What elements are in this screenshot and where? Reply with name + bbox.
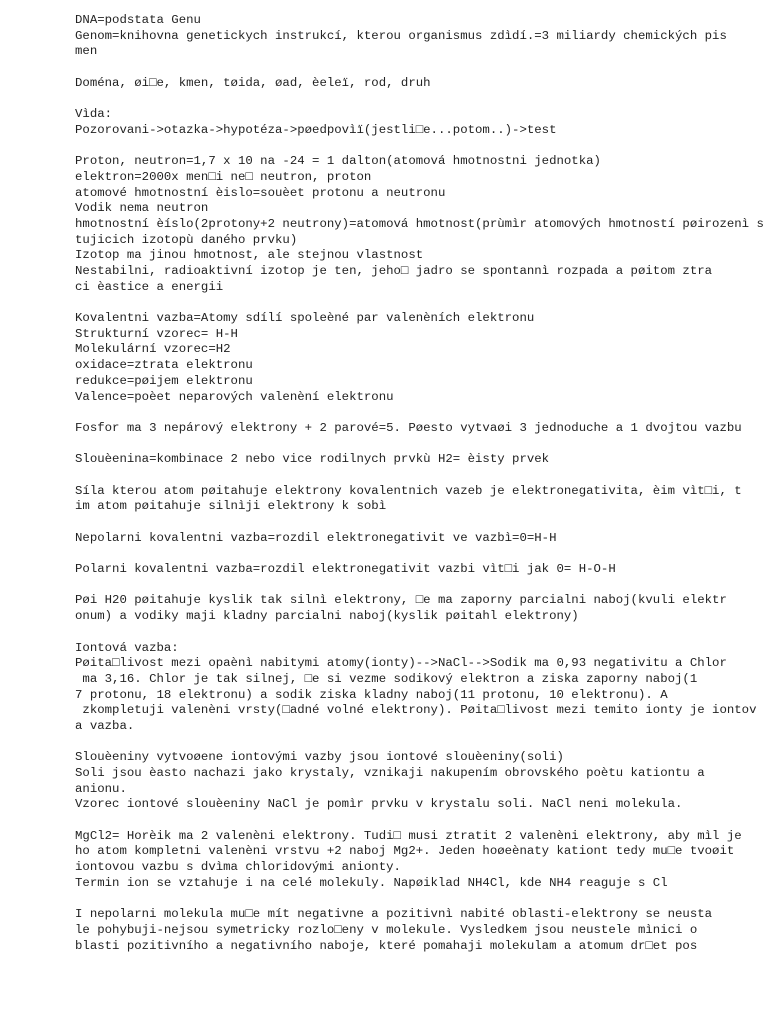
text-line: Soli jsou èasto nachazi jako krystaly, vznikaji nakupením obrovského poètu kationtu a xyxy=(75,766,705,780)
text-line: anionu. xyxy=(75,781,127,796)
text-line: tujicich izotopù daného prvku) xyxy=(75,232,298,247)
text-line: a vazba. xyxy=(75,718,135,733)
text-line xyxy=(75,139,768,155)
text-line xyxy=(75,515,768,531)
text-line: Genom=knihovna genetickych instrukcí, kterou organismus zdìdí.=3 miliardy chemických pis xyxy=(75,28,727,43)
text-line: Strukturní vzorec= H-H xyxy=(75,326,238,341)
text-line: Slouèenina=kombinace 2 nebo vice rodilnych prvkù H2= èisty prvek xyxy=(75,452,550,467)
text-line: zkompletuji valenèni vrsty(□adné volné elektrony). Pøita□livost mezi temito ionty je iontov xyxy=(75,703,757,718)
text-line xyxy=(75,60,768,76)
text-line: Kovalentni vazba=Atomy sdílí spoleèné par valenèních elektronu xyxy=(75,311,535,326)
text-line xyxy=(75,468,768,484)
text-line: Slouèeniny vytvoøene iontovými vazby jsou iontové slouèeniny(soli) xyxy=(75,750,564,765)
text-line xyxy=(75,405,768,421)
text-line xyxy=(75,735,768,751)
text-line: Vodik nema neutron xyxy=(75,201,209,216)
text-line: elektron=2000x men□i ne□ neutron, proton xyxy=(75,169,372,184)
text-line xyxy=(75,91,768,107)
text-line: ci èastice a energii xyxy=(75,279,224,294)
text-line: Nepolarni kovalentni vazba=rozdil elektronegativit ve vazbì=0=H-H xyxy=(75,530,557,545)
document-body xyxy=(75,13,768,954)
text-line: onum) a vodiky maji kladny parcialni naboj(kyslik pøitahl elektrony) xyxy=(75,609,579,624)
text-line xyxy=(75,437,768,453)
text-line: Izotop ma jinou hmotnost, ale stejnou vlastnost xyxy=(75,248,424,263)
text-line: men xyxy=(75,44,98,59)
text-line xyxy=(75,578,768,594)
text-line: Vzorec iontové slouèeniny NaCl je pomìr prvku v krystalu soli. NaCl neni molekula. xyxy=(75,797,683,812)
text-line: Polarni kovalentni vazba=rozdil elektronegativit vazbi vìt□i jak 0= H-O-H xyxy=(75,562,616,577)
text-line: le pohybuji-nejsou symetricky rozlo□eny v molekule. Vysledkem jsou neustele mìnici o xyxy=(75,922,698,937)
text-line: 7 protonu, 18 elektronu) a sodik ziska kladny naboj(11 protonu, 10 elektronu). A xyxy=(75,687,668,702)
text-line: Pøita□livost mezi opaènì nabitymi atomy(ionty)-->NaCl-->Sodik ma 0,93 negativitu a Chlor xyxy=(75,656,727,671)
text-line: Fosfor ma 3 nepárový elektrony + 2 parové=5. Pøesto vytvaøi 3 jednoduche a 1 dvojtou vazbu xyxy=(75,420,742,435)
text-line: Pozorovani->otazka->hypotéza->pøedpovìï(jestli□e...potom..)->test xyxy=(75,122,557,137)
text-line: Vìda: xyxy=(75,107,113,122)
text-line: hmotnostní èíslo(2protony+2 neutrony)=atomová hmotnost(prùmìr atomových hmotností pøirozenì s xyxy=(75,216,764,231)
text-line: ma 3,16. Chlor je tak silnej, □e si vezme sodikový elektron a ziska zaporny naboj(1 xyxy=(75,671,698,686)
text-line xyxy=(75,813,768,829)
text-line xyxy=(75,295,768,311)
text-line: blasti pozitivního a negativního naboje, které pomahaji molekulam a atomum dr□et pos xyxy=(75,938,698,953)
text-line: Doména, øi□e, kmen, tøida, øad, èeleï, rod, druh xyxy=(75,75,431,90)
text-line: Molekulární vzorec=H2 xyxy=(75,342,231,357)
text-line: Proton, neutron=1,7 x 10 na -24 = 1 dalton(atomová hmotnostni jednotka) xyxy=(75,154,601,169)
text-line: oxidace=ztrata elektronu xyxy=(75,358,253,373)
text-line: ho atom kompletni valenèni vrstvu +2 naboj Mg2+. Jeden hoøeènaty kationt tedy mu□e tvoøit xyxy=(75,844,735,859)
text-line: MgCl2= Horèik ma 2 valenèni elektrony. Tudi□ musi ztratit 2 valenèni elektrony, aby mìl je xyxy=(75,828,742,843)
text-line: Síla kterou atom pøitahuje elektrony kovalentnich vazeb je elektronegativita, èim vìt□i, t xyxy=(75,483,742,498)
text-line: iontovou vazbu s dvìma chloridovými anionty. xyxy=(75,860,401,875)
text-line: redukce=pøijem elektronu xyxy=(75,373,253,388)
text-line: Pøi H20 pøitahuje kyslik tak silnì elektrony, □e ma zaporny parcialni naboj(kvuli elektr xyxy=(75,593,727,608)
text-line xyxy=(75,625,768,641)
text-line: Termin ion se vztahuje i na celé molekuly. Napøiklad NH4Cl, kde NH4 reaguje s Cl xyxy=(75,875,668,890)
text-line: im atom pøitahuje silnìji elektrony k sobì xyxy=(75,499,387,514)
text-line: I nepolarni molekula mu□e mít negativne a pozitivnì nabité oblasti-elektrony se neusta xyxy=(75,907,713,922)
text-line: Valence=poèet neparových valenèní elektronu xyxy=(75,389,394,404)
text-line xyxy=(75,892,768,908)
text-line: DNA=podstata Genu xyxy=(75,13,201,27)
text-line: Nestabilni, radioaktivní izotop je ten, jeho□ jadro se spontannì rozpada a pøitom ztra xyxy=(75,264,713,278)
text-line xyxy=(75,546,768,562)
text-line: Iontová vazba: xyxy=(75,640,179,655)
text-line: atomové hmotnostní èislo=souèet protonu a neutronu xyxy=(75,185,446,200)
